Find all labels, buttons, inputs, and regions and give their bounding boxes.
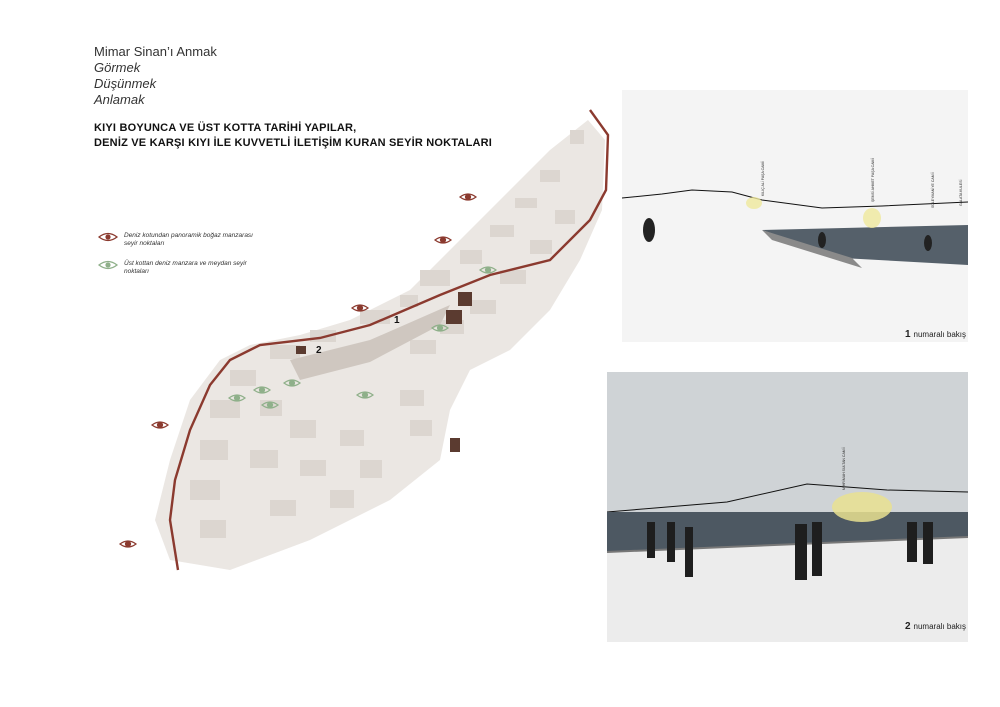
title-block	[94, 44, 217, 108]
map-marker-2: 2	[316, 345, 322, 356]
legend-label-upper-level: Üst kottan deniz manzara ve meydan seyir noktaları	[124, 260, 247, 275]
eye-icon	[120, 541, 136, 547]
view-2-panel	[607, 372, 968, 642]
view-1-label: numaralı bakış	[913, 330, 966, 339]
map-marker-1: 1	[394, 315, 400, 326]
subheading-line-1: KIYI BOYUNCA VE ÜST KOTTA TARİHİ YAPILAR,	[94, 122, 357, 134]
subheading-line-2: DENİZ VE KARŞI KIYI İLE KUVVETLİ İLETİŞİM KURAN SEYİR NOKTALARI	[94, 137, 493, 149]
view-1-panel	[622, 90, 968, 342]
mosque-highlight	[746, 197, 762, 209]
landmark-label: GALATA KULESİ	[959, 179, 963, 206]
view-1-render	[622, 90, 968, 342]
view-2-render	[607, 372, 968, 642]
mosque-highlight	[832, 492, 892, 522]
landmark-label: ŞEMSİ AHMET PAŞA CAMİİ	[871, 157, 875, 202]
view-2-label: numaralı bakış	[913, 622, 966, 631]
view-2-number: 2	[904, 621, 911, 632]
eye-icon	[352, 305, 368, 311]
title-line-dusunmek: Düşünmek	[94, 76, 157, 91]
title-main: Mimar Sinan’ı Anmak	[94, 44, 217, 59]
eye-icon	[460, 194, 476, 200]
landmark-label: SÜLEYMANİYE CAMİİ	[931, 172, 935, 208]
title-line-anlamak: Anlamak	[94, 92, 145, 107]
title-line-gormek: Görmek	[94, 60, 141, 75]
landmark-label: KILIÇ ALİ PAŞA CAMİİ	[761, 160, 765, 196]
landmark-label: MİHRİMAH SULTAN CAMİİ	[842, 447, 846, 490]
legend-label-sea-level: Deniz kotundan panoramik boğaz manzarası seyir noktaları	[124, 232, 253, 247]
site-map	[110, 100, 610, 580]
view-2-caption	[905, 621, 966, 632]
eye-icon	[435, 237, 451, 243]
mosque-highlight	[863, 208, 881, 228]
view-1-number: 1	[904, 329, 911, 340]
eye-icon	[152, 422, 168, 428]
view-1-caption	[905, 329, 966, 340]
